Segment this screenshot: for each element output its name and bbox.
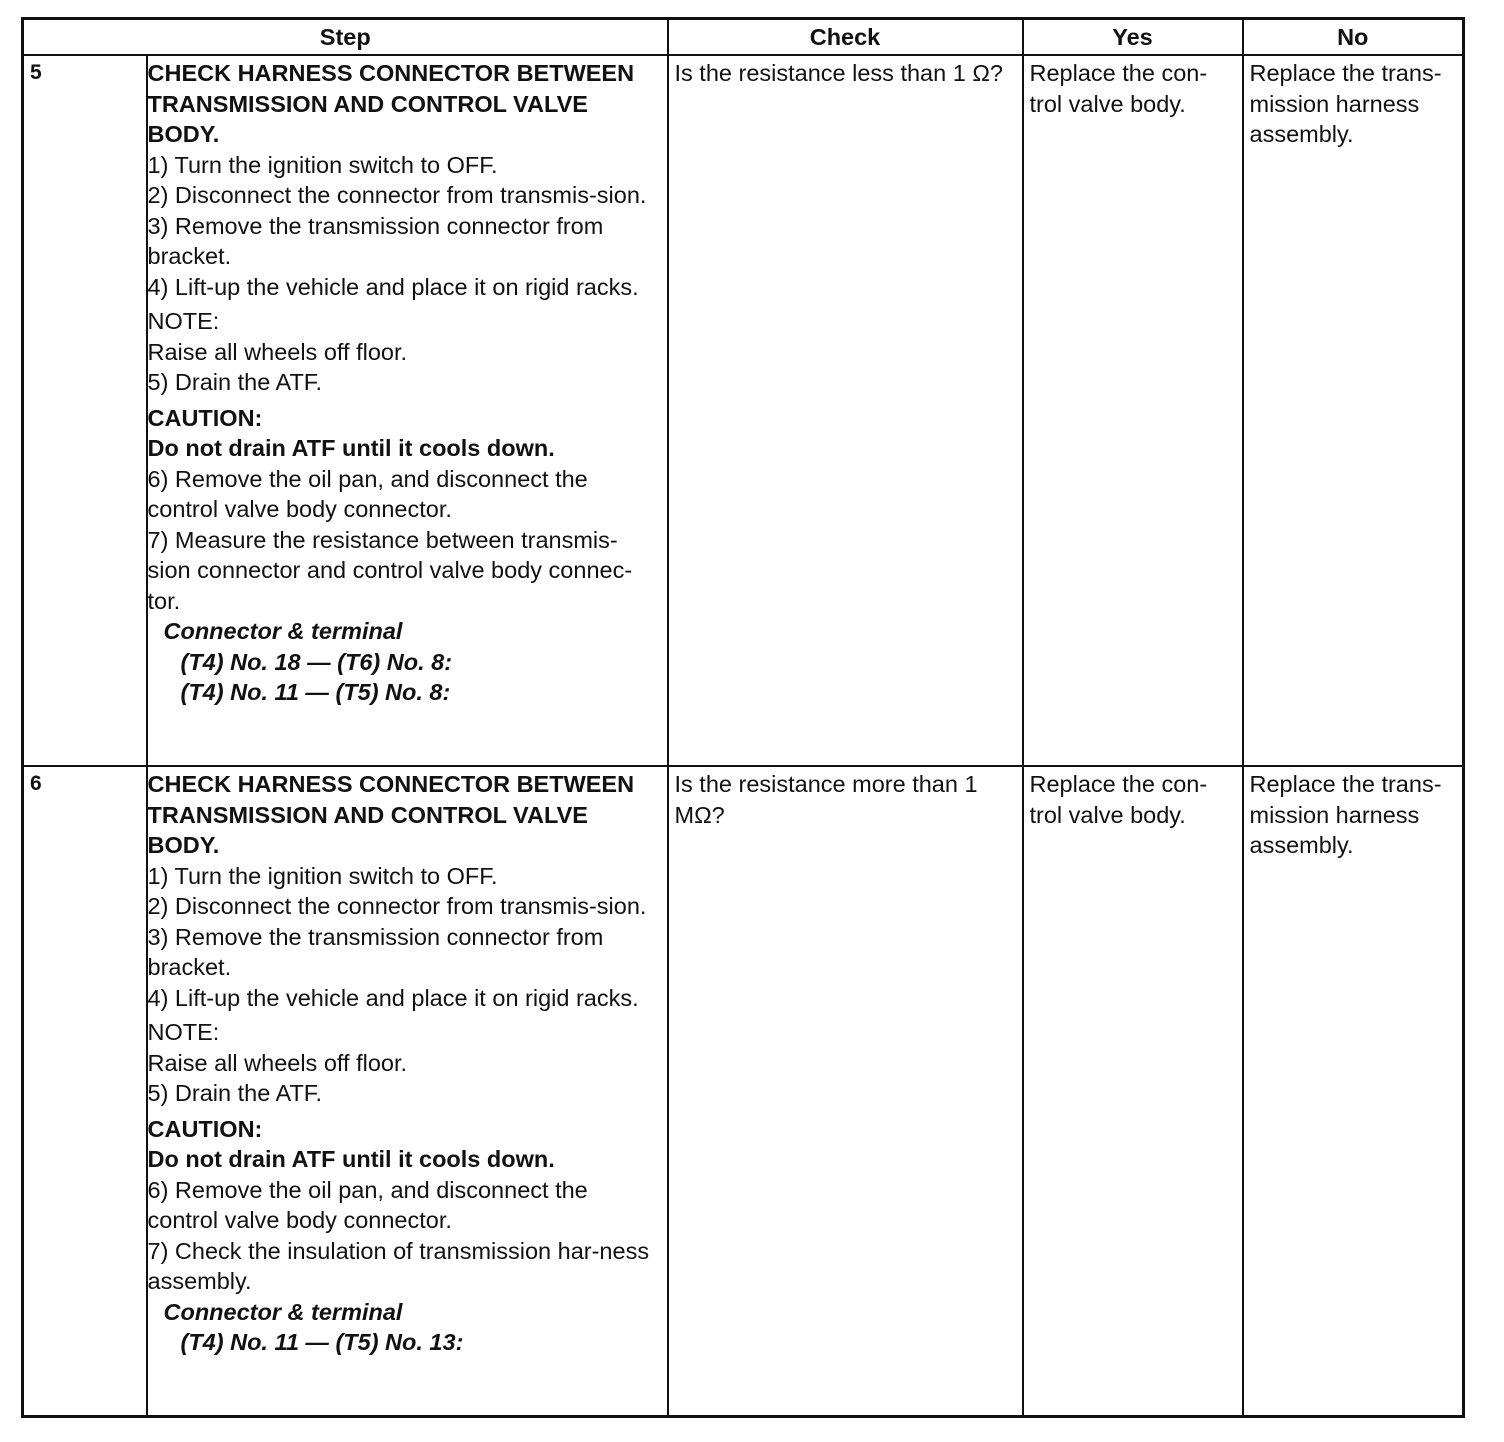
connector-label: Connector & terminal [163,1298,403,1325]
caution-text: Do not drain ATF until it cools down. [147,1146,555,1172]
no-cell: Replace the trans-mission harness assembly. [1243,55,1464,766]
step-item: 5) Drain the ATF. [147,369,323,395]
step-item: 3) Remove the transmission connector from bracket. [147,923,604,980]
header-step: Step [23,19,668,56]
step-item: 2) Disconnect the connector from transmis-sion. [147,893,647,919]
yes-cell: Replace the con-trol valve body. [1023,55,1243,766]
header-row [23,19,1464,56]
step-number: 6 [23,766,147,1417]
step-item: 5) Drain the ATF. [147,1080,323,1106]
step-item: 1) Turn the ignition switch to OFF. [147,151,498,178]
caution-label: CAUTION: [147,1115,263,1142]
connector-label: Connector & terminal [163,618,403,644]
step-item: 6) Remove the oil pan, and disconnect the control valve body connector. [147,1176,588,1233]
table-row-step-5 [23,55,1464,766]
step-item: 1) Turn the ignition switch to OFF. [147,862,498,889]
note-text: Raise all wheels off floor. [147,1049,408,1076]
no-cell: Replace the trans-mission harness assembly. [1243,766,1464,1417]
step-item: 4) Lift-up the vehicle and place it on rigid racks. [147,273,639,300]
note-label: NOTE: [147,308,220,334]
note-label: NOTE: [147,1019,220,1045]
step-title: CHECK HARNESS CONNECTOR BETWEEN TRANSMISSION AND CONTROL VALVE BODY. [147,60,635,147]
caution-label: CAUTION: [147,404,263,431]
header-no: No [1243,19,1464,56]
check-cell: Is the resistance less than 1 Ω? [668,55,1023,766]
step-item: 2) Disconnect the connector from transmis-sion. [147,182,647,208]
step-item: 4) Lift-up the vehicle and place it on rigid racks. [147,984,639,1011]
step-instructions [147,55,668,766]
connector-terminal: (T4) No. 18 — (T6) No. 8: [180,648,453,675]
step-item: 3) Remove the transmission connector from bracket. [147,212,604,269]
step-number: 5 [23,55,147,766]
connector-terminal: (T4) No. 11 — (T5) No. 13: [180,1329,464,1355]
step-title: CHECK HARNESS CONNECTOR BETWEEN TRANSMISSION AND CONTROL VALVE BODY. [147,771,635,858]
header-check: Check [668,19,1023,56]
diagnostic-table [21,17,1465,1418]
yes-cell: Replace the con-trol valve body. [1023,766,1243,1417]
step-instructions [147,766,668,1417]
check-cell: Is the resistance more than 1 MΩ? [668,766,1023,1417]
step-item: 6) Remove the oil pan, and disconnect the control valve body connector. [147,465,588,522]
header-yes: Yes [1023,19,1243,56]
note-text: Raise all wheels off floor. [147,338,408,365]
table-row-step-6 [23,766,1464,1417]
step-item: 7) Check the insulation of transmission har-ness assembly. [147,1237,650,1294]
connector-terminal: (T4) No. 11 — (T5) No. 8: [180,679,451,705]
caution-text: Do not drain ATF until it cools down. [147,435,555,461]
step-item: 7) Measure the resistance between transmis-sion connector and control valve body connec-tor. [147,526,633,614]
